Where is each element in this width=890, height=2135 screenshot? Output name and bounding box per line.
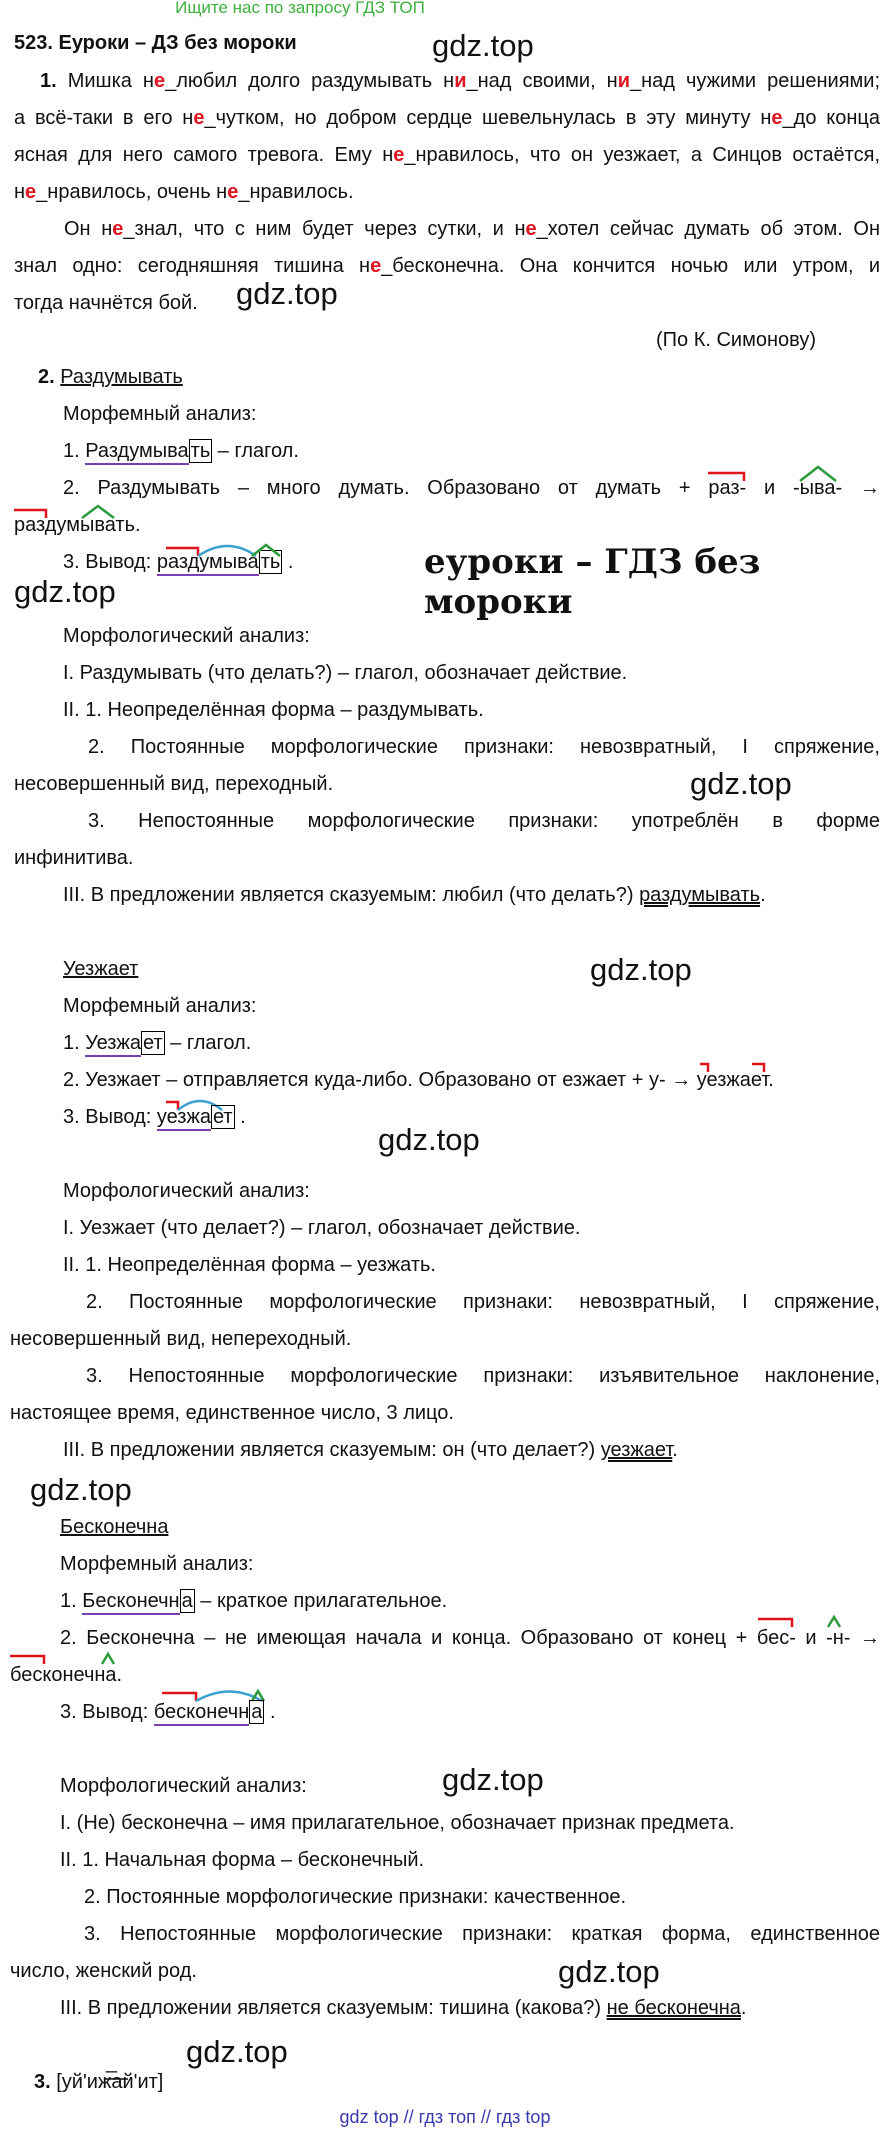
- task1-line: а всё-таки в его не_чутком, но добром сердце шевельнулась в эту минуту не_до конца: [14, 107, 880, 129]
- morph-head: Морфемный анализ:: [63, 403, 257, 425]
- top-search-note: Ищите нас по запросу ГДЗ ТОП: [175, 0, 425, 17]
- watermark: gdz.top: [378, 1122, 480, 1157]
- word-heading: Бесконечна: [60, 1516, 169, 1538]
- analysis-line: несовершенный вид, переходный.: [14, 773, 334, 795]
- analysis-line: I. Раздумывать (что делать?) – глагол, обозначает действие.: [63, 662, 628, 684]
- watermark: gdz.top: [30, 1472, 132, 1507]
- analysis-line: несовершенный вид, непереходный.: [10, 1328, 352, 1350]
- analysis-line: III. В предложении является сказуемым: тишина (какова?) не бесконечна.: [60, 1997, 747, 2019]
- task2-heading: 2. Раздумывать: [38, 366, 183, 388]
- morph-head: Морфемный анализ:: [63, 995, 257, 1017]
- word-heading: Уезжает: [63, 958, 139, 980]
- analysis-line: III. В предложении является сказуемым: любил (что делать?) раздумывать.: [63, 884, 766, 906]
- analysis-line: настоящее время, единственное число, 3 лицо.: [10, 1402, 454, 1424]
- task1-line: ясная для него самого тревога. Ему не_нравилось, что он уезжает, а Синцов остаётся,: [14, 144, 880, 166]
- morpheme-line: бесконечна.: [10, 1664, 123, 1686]
- task1-author: (По К. Симонову): [656, 329, 816, 351]
- morpheme-line: 1. Уезжа ет – глагол.: [63, 1030, 251, 1056]
- analysis-line: 3. Непостоянные морфологические признаки: краткая форма, единственное: [84, 1923, 880, 1945]
- morpheme-line: 1. Бесконечн а – краткое прилагательное.: [60, 1588, 447, 1614]
- analysis-line: число, женский род.: [10, 1960, 197, 1982]
- morph2-head: Морфологический анализ:: [60, 1775, 307, 1797]
- analysis-line: II. 1. Неопределённая форма – уезжать.: [63, 1254, 436, 1276]
- morpheme-line: 2. Уезжает – отправляется куда-либо. Образовано от езжает + у- → уезжает.: [63, 1069, 774, 1091]
- watermark: gdz.top: [236, 276, 338, 311]
- page-header: 523. Еуроки – ДЗ без мороки: [14, 32, 297, 54]
- analysis-line: инфинитива.: [14, 847, 134, 869]
- task1-line: 1. Мишка не_любил долго раздумывать ни_над своими, ни_над чужими решениями;: [40, 70, 881, 92]
- morph2-head: Морфологический анализ:: [63, 1180, 310, 1202]
- analysis-line: 3. Непостоянные морфологические признаки: изъявительное наклонение,: [86, 1365, 880, 1387]
- footer-links: gdz top // гдз топ // гдз top: [339, 2107, 551, 2127]
- analysis-line: II. 1. Начальная форма – бесконечный.: [60, 1849, 425, 1871]
- watermark: gdz.top: [590, 952, 692, 987]
- watermark: gdz.top: [432, 28, 534, 63]
- morpheme-line: 3. Вывод: раздумыва ть .: [63, 549, 293, 575]
- morpheme-line: 3. Вывод: уезжа ет .: [63, 1104, 246, 1130]
- analysis-line: I. Уезжает (что делает?) – глагол, обозначает действие.: [63, 1217, 581, 1239]
- watermark: gdz.top: [14, 574, 116, 609]
- task1-line: не_нравилось, очень не_нравилось.: [14, 181, 354, 203]
- analysis-line: II. 1. Неопределённая форма – раздумывать.: [63, 699, 484, 721]
- watermark: gdz.top: [442, 1762, 544, 1797]
- analysis-line: 2. Постоянные морфологические признаки: невозвратный, I спряжение,: [88, 736, 880, 758]
- morph-head: Морфемный анализ:: [60, 1553, 254, 1575]
- analysis-line: I. (Не) бесконечна – имя прилагательное, обозначает признак предмета.: [60, 1812, 735, 1834]
- task1-line: тогда начнётся бой.: [14, 292, 198, 314]
- watermark: gdz.top: [186, 2034, 288, 2069]
- morph2-head: Морфологический анализ:: [63, 625, 310, 647]
- watermark: gdz.top: [690, 766, 792, 801]
- morpheme-line: 1. Раздумыва ть – глагол.: [63, 438, 299, 464]
- analysis-line: 2. Постоянные морфологические признаки: невозвратный, I спряжение,: [86, 1291, 880, 1313]
- task3-line: 3. [уй'иж̅ай'ит]: [34, 2071, 164, 2093]
- morpheme-line: 2. Раздумывать – много думать. Образовано от думать + раз- и -ыва- →: [63, 477, 880, 499]
- task1-line: Он не_знал, что с ним будет через сутки, и не_хотел сейчас думать об этом. Он: [64, 218, 881, 240]
- analysis-line: III. В предложении является сказуемым: он (что делает?) уезжает.: [63, 1439, 678, 1461]
- morpheme-line: 3. Вывод: бесконечн а .: [60, 1699, 276, 1725]
- morpheme-line: 2. Бесконечна – не имеющая начала и конца. Образовано от конец + бес- и -н- →: [60, 1627, 880, 1649]
- task1-line: знал одно: сегодняшняя тишина не_бесконечна. Она кончится ночью или утром, и: [14, 255, 880, 277]
- watermark-slogan: еуроки – ГДЗ без мороки: [424, 542, 761, 622]
- watermark: gdz.top: [558, 1954, 660, 1989]
- analysis-line: 3. Непостоянные морфологические признаки: употреблён в форме: [88, 810, 880, 832]
- analysis-line: 2. Постоянные морфологические признаки: качественное.: [84, 1886, 627, 1908]
- morpheme-line: раздумывать.: [14, 514, 141, 536]
